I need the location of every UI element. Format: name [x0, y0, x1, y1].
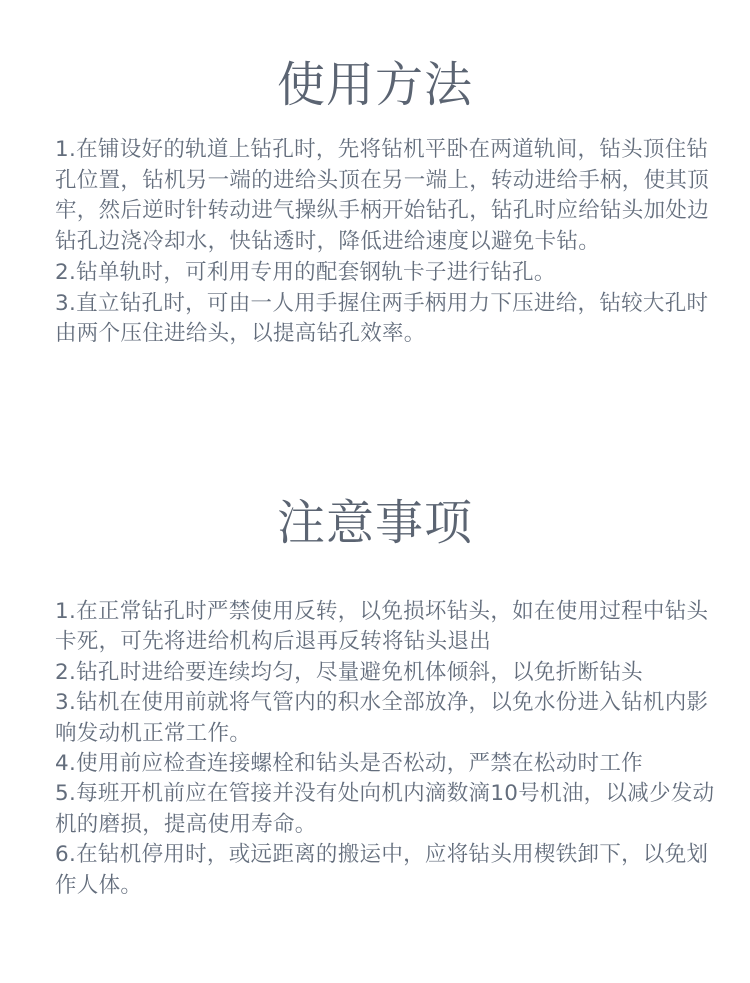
- usage-section-title: 使用方法: [276, 57, 473, 113]
- notes-item-1: 1.在正常钻孔时严禁使用反转，以免损坏钻头，如在使用过程中钻头卡死，可先将进给机构后退再反转将钻头退出: [55, 599, 709, 655]
- usage-item-1: 1.在铺设好的轨道上钻孔时，先将钻机平卧在两道轨间，钻头顶住钻孔位置，钻机另一端的进给头顶在另一端上，转动进给手柄，使其顶牢，然后逆时针转动进气操纵手柄开始钻孔，钻孔时应给钻头加处边钻孔边浇冷却水，快钻透时，降低进给速度以避免卡钻。: [55, 137, 710, 255]
- notes-item-6: 6.在钻机停用时，或远距离的搬运中，应将钻头用楔铁卸下，以免划作人体。: [55, 842, 709, 898]
- usage-item-2: 2.钻单轨时，可利用专用的配套钢轨卡子进行钻孔。: [55, 259, 556, 285]
- precautions-list: [55, 597, 723, 901]
- usage-item-3: 3.直立钻孔时，可由一人用手握住两手柄用力下压进给，钻较大孔时由两个压住进给头，以提高钻孔效率。: [55, 290, 709, 347]
- notes-section-title: 注意事项: [276, 495, 473, 551]
- notes-item-5: 5.每班开机前应在管接并没有处向机内滴数滴10号机油，以减少发动机的磨损，提高使用寿命。: [55, 781, 715, 837]
- notes-item-4: 4.使用前应检查连接螺栓和钻头是否松动，严禁在松动时工作: [55, 751, 643, 777]
- usage-instructions: [55, 135, 723, 350]
- notes-item-3: 3.钻机在使用前就将气管内的积水全部放净，以免水份进入钻机内影响发动机正常工作。: [55, 690, 709, 746]
- notes-item-2: 2.钻孔时进给要连续均匀，尽量避免机体倾斜，以免折断钻头: [55, 659, 643, 685]
